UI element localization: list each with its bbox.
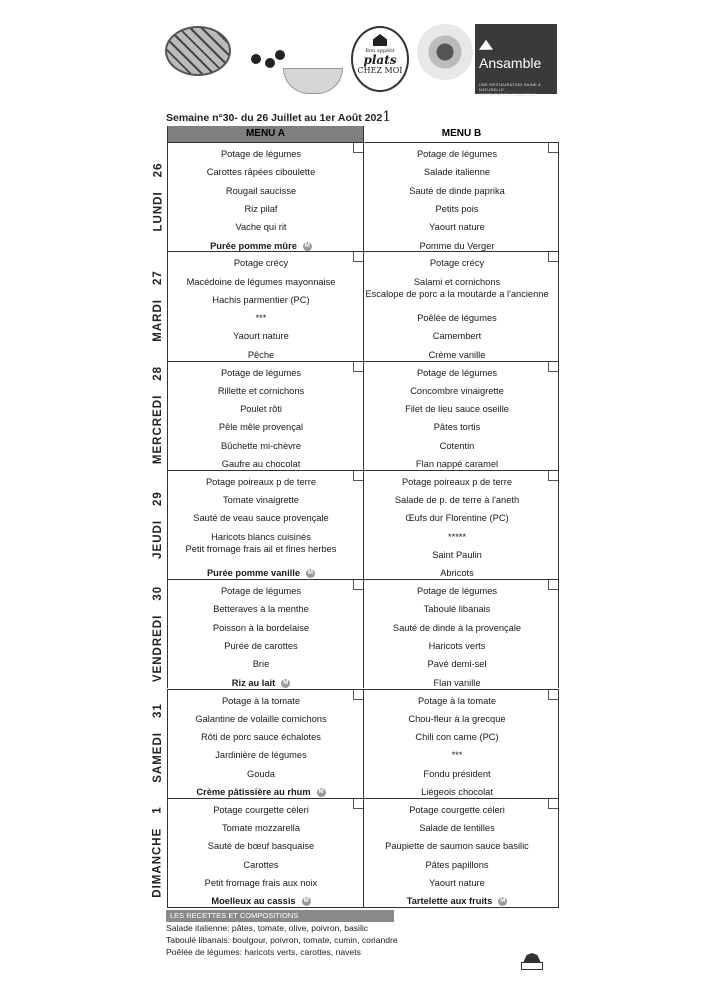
day-block — [149, 142, 559, 251]
dish-item — [364, 550, 550, 561]
dish-item — [168, 186, 354, 197]
day-label — [149, 470, 167, 579]
dish-item — [364, 623, 550, 634]
dish-item — [364, 678, 550, 689]
dish-item — [168, 678, 354, 689]
dish-name: Brie — [252, 659, 270, 670]
menu-a-cell — [167, 142, 363, 251]
corner-box — [353, 580, 363, 590]
day-block — [149, 798, 559, 907]
dish-name: Potage de légumes — [220, 367, 302, 378]
week-title-suffix: 1 — [382, 109, 392, 125]
pie-image — [165, 26, 231, 76]
dish-item — [168, 441, 354, 452]
dish-item — [364, 459, 550, 470]
day-number: 26 — [152, 162, 164, 177]
dish-item — [168, 313, 354, 324]
dish-name: Filet de lieu sauce oseille — [405, 404, 509, 415]
day-label-text — [152, 162, 164, 231]
day-name: MERCREDI — [152, 394, 165, 465]
dish-item — [364, 532, 550, 543]
dish-name: *** — [451, 750, 463, 761]
dish-name: Crème pâtissière au rhum — [196, 787, 311, 797]
day-block — [149, 251, 559, 360]
dish-item — [364, 149, 550, 160]
dish-item — [364, 769, 550, 780]
dish-name: Riz pilaf — [244, 203, 278, 214]
menu-headers — [167, 126, 559, 142]
dish-name: Sauté de veau sauce provençale — [193, 513, 329, 524]
dish-item — [364, 368, 550, 379]
day-label-text — [152, 270, 164, 342]
dish-name: Potage de légumes — [416, 367, 498, 378]
dish-name: Flan nappé caramel — [415, 459, 499, 470]
dish-name: Rôti de porc sauce échalotes — [201, 732, 321, 743]
dish-name: Yaourt nature — [429, 877, 485, 888]
dish-name: Betteraves à la menthe — [213, 604, 309, 615]
dish-name: Hachis parmentier (PC) — [212, 294, 310, 305]
day-number: 29 — [152, 490, 165, 506]
corner-box — [353, 143, 363, 153]
dish-name: Carottes râpées ciboulette — [206, 167, 316, 178]
dish-name: Jardinière de légumes — [215, 750, 307, 761]
menu-a-cell — [167, 251, 363, 360]
day-name: VENDREDI — [152, 614, 165, 682]
dish-item — [364, 290, 550, 309]
dish-item — [168, 422, 354, 433]
dish-item — [168, 659, 354, 670]
house-icon — [373, 34, 387, 46]
dish-name: Camembert — [432, 331, 482, 342]
dish-name: Purée de carottes — [224, 641, 298, 652]
menu-a-header: MENU A — [167, 126, 363, 142]
dish-name: Yaourt nature — [233, 331, 289, 342]
week-title — [166, 109, 391, 125]
dish-item — [364, 513, 550, 524]
dish-item — [364, 696, 550, 707]
dish-item — [168, 896, 354, 907]
dish-item — [168, 732, 354, 743]
day-number: 1 — [152, 806, 165, 815]
dish-item — [168, 331, 354, 342]
header-banner — [155, 22, 557, 97]
dish-item — [168, 604, 354, 615]
day-label — [149, 579, 167, 688]
ansamble-brand — [475, 24, 557, 97]
menu-b-cell — [363, 470, 559, 579]
dish-item — [168, 295, 354, 306]
dish-item — [364, 841, 550, 852]
brand-name: Ansamble — [479, 54, 542, 71]
dish-item — [168, 368, 354, 379]
menu-b-cell — [363, 361, 559, 470]
dish-item — [168, 623, 354, 634]
dish-item — [168, 258, 354, 269]
dish-item — [168, 805, 354, 816]
day-block — [149, 361, 559, 470]
day-label-text — [152, 586, 164, 682]
dish-name: Pâtes tortis — [433, 422, 481, 433]
menu-b-cell — [363, 579, 559, 688]
dish-item — [364, 659, 550, 670]
dish-item — [168, 696, 354, 707]
dish-name: Escalope de porc a la moutarde a l'ancienne — [365, 289, 549, 299]
plate-image — [417, 24, 473, 80]
dish-item — [168, 222, 354, 233]
dish-name: Salami et cornichons — [413, 276, 501, 287]
dish-item — [168, 532, 354, 543]
dish-item — [168, 860, 354, 871]
dish-item — [364, 495, 550, 506]
dish-name: Potage de légumes — [416, 586, 498, 597]
dish-name: Potage courgette céleri — [409, 804, 505, 815]
dish-item — [364, 732, 550, 743]
table-bottom-border — [167, 907, 559, 908]
dish-name: Taboulé libanais — [423, 604, 491, 615]
dish-item — [364, 222, 550, 233]
dish-name: Concombre vinaigrette — [410, 385, 504, 396]
day-label-text — [152, 807, 164, 898]
dish-item — [364, 258, 550, 269]
dish-item — [168, 750, 354, 761]
day-name: LUNDI — [152, 190, 164, 232]
dish-name: Moelleux au cassis — [211, 896, 296, 907]
day-label — [149, 251, 167, 360]
menu-table — [149, 126, 559, 907]
dish-name: Purée pomme mûre — [210, 240, 297, 251]
dish-item — [168, 404, 354, 415]
dish-item — [364, 313, 550, 324]
dish-item — [364, 860, 550, 871]
day-number: 28 — [152, 366, 165, 381]
dish-item — [168, 769, 354, 780]
dish-item — [168, 477, 354, 488]
week-title-text: Semaine n°30- du 26 Juillet au 1er Août 202 — [166, 112, 383, 124]
logo-line-3: CHEZ MOI — [357, 66, 403, 75]
menu-a-cell — [167, 689, 363, 798]
recipe-line: Taboulé libanais: boulgour, poivron, tomate, cumin, coriandre — [166, 935, 398, 945]
day-block — [149, 579, 559, 688]
dish-item — [364, 805, 550, 816]
menu-b-cell — [363, 142, 559, 251]
dish-name: Salade italienne — [423, 167, 491, 178]
menu-a-cell — [167, 579, 363, 688]
dish-item — [364, 277, 550, 288]
day-name: DIMANCHE — [152, 828, 165, 899]
corner-box — [353, 362, 363, 372]
corner-box — [353, 799, 363, 809]
dish-name: Sauté de bœuf basquaise — [207, 841, 315, 852]
homemade-badge-icon: M — [303, 898, 309, 905]
recipe-line: Salade italienne: pâtes, tomate, olive, poivron, basilic — [166, 923, 369, 933]
dish-name: Salade de lentilles — [419, 823, 495, 834]
dish-name: Flan vanille — [433, 677, 481, 688]
dish-name: Potage poireaux p de terre — [205, 476, 317, 487]
chef-hat-icon — [521, 953, 543, 971]
dish-name: Poisson à la bordelaise — [212, 622, 310, 633]
dish-name: Tomate mozzarella — [221, 823, 301, 834]
dish-name: Petit fromage frais aux noix — [204, 877, 318, 888]
dish-name: Pâtes papillons — [425, 859, 489, 870]
dish-item — [364, 422, 550, 433]
dish-name: Sauté de dinde à la provençale — [392, 622, 522, 633]
dish-name: Poêlée de légumes — [417, 313, 497, 324]
day-label-text — [152, 491, 164, 559]
dish-name: Saint Paulin — [432, 550, 482, 561]
day-number: 30 — [152, 585, 165, 601]
dish-name: Pêle mêle provençal — [218, 422, 304, 433]
dish-name: Potage de légumes — [416, 149, 498, 159]
dish-name: Purée pomme vanille — [206, 568, 300, 579]
dish-name: Vache qui rit — [235, 222, 287, 233]
dish-name: *** — [255, 313, 267, 324]
dish-name: Carottes — [243, 859, 279, 870]
dish-name: Poulet rôti — [240, 404, 282, 415]
dish-name: Abricots — [440, 568, 474, 579]
menu-a-cell — [167, 361, 363, 470]
dish-item — [168, 878, 354, 889]
dish-item — [364, 241, 550, 252]
dish-name: Potage courgette céleri — [213, 804, 309, 815]
day-name: MARDI — [152, 298, 164, 342]
dish-name: Paupiette de saumon sauce basilic — [385, 841, 529, 852]
dish-name: Potage poireaux p de terre — [401, 476, 513, 487]
menu-a-cell — [167, 798, 363, 907]
dish-name: Gaufre au chocolat — [221, 459, 301, 470]
logo-line-2: plats — [363, 53, 397, 67]
dish-name: Potage crécy — [429, 258, 485, 269]
recipes-heading: LES RECETTES ET COMPOSITIONS — [166, 910, 394, 922]
dish-item — [168, 386, 354, 397]
brand-tagline-2: RESTAURATION COLLECTIVE — [479, 92, 536, 97]
day-name: SAMEDI — [152, 732, 164, 783]
day-name: JEUDI — [152, 519, 165, 559]
dish-name: Pavé demi-sel — [427, 659, 487, 670]
dish-name: Potage de légumes — [220, 149, 302, 159]
chef-hat-band — [521, 962, 543, 970]
recipe-line: Poêlée de légumes: haricots verts, carottes, navets — [166, 947, 361, 957]
dish-item — [168, 586, 354, 597]
dish-item — [168, 823, 354, 834]
dish-name: Potage crécy — [233, 258, 289, 269]
dish-item — [364, 714, 550, 725]
dish-item — [168, 204, 354, 215]
day-label-text — [152, 366, 164, 464]
dish-item — [364, 167, 550, 178]
plats-chez-moi-logo — [351, 26, 409, 92]
dish-item — [168, 545, 354, 564]
day-label — [149, 689, 167, 798]
dish-name: ***** — [447, 531, 467, 542]
dish-name: Sauté de dinde paprika — [409, 185, 505, 196]
dish-item — [364, 641, 550, 652]
dish-item — [168, 241, 354, 252]
dish-name: Pêche — [247, 349, 275, 360]
dish-item — [168, 568, 354, 579]
dish-item — [168, 714, 354, 725]
dish-name: Chou-fleur à la grecque — [408, 713, 506, 724]
dish-name: Haricots blancs cuisinés — [211, 531, 311, 542]
dish-name: Petits pois — [435, 203, 479, 214]
day-label — [149, 361, 167, 470]
homemade-badge-icon: M — [500, 898, 506, 905]
dish-item — [364, 586, 550, 597]
dish-name: Gouda — [247, 768, 275, 779]
dish-item — [364, 568, 550, 579]
dish-item — [168, 495, 354, 506]
dish-name: Petit fromage frais ail et fines herbes — [185, 545, 337, 555]
menu-b-header: MENU B — [363, 126, 559, 142]
dish-item — [168, 167, 354, 178]
corner-box — [353, 252, 363, 262]
dish-item — [168, 277, 354, 288]
menu-b-cell — [363, 689, 559, 798]
dish-name: Riz au lait — [231, 677, 276, 688]
dish-item — [364, 204, 550, 215]
dish-item — [364, 823, 550, 834]
cherries-image — [247, 46, 287, 76]
menu-b-cell — [363, 251, 559, 360]
dish-name: Fondu président — [423, 768, 491, 779]
dish-name: Crème vanille — [428, 349, 486, 360]
recipes-section — [166, 910, 586, 958]
day-label — [149, 142, 167, 251]
dish-item — [168, 513, 354, 524]
dish-item — [364, 604, 550, 615]
day-block — [149, 470, 559, 579]
dish-name: Bûchette mi-chèvre — [220, 440, 302, 451]
dish-name: Tomate vinaigrette — [223, 495, 299, 506]
dish-name: Rougail saucisse — [225, 185, 297, 196]
dish-item — [364, 750, 550, 761]
dish-name: Potage de légumes — [220, 586, 302, 597]
dish-name: Macédoine de légumes mayonnaise — [186, 276, 336, 287]
dish-item — [364, 787, 550, 798]
dish-item — [168, 841, 354, 852]
dish-item — [364, 331, 550, 342]
homemade-badge-icon: M — [308, 570, 313, 577]
homemade-badge-icon: M — [283, 679, 289, 686]
corner-box — [353, 690, 363, 700]
dish-item — [364, 477, 550, 488]
dish-item — [168, 350, 354, 361]
soup-image — [283, 68, 343, 94]
menu-b-cell — [363, 798, 559, 907]
brand-tagline: UNE RESTAURATION SAINE & NATURELLE — [479, 82, 541, 92]
dish-name: Cotentin — [439, 440, 475, 451]
ansamble-logo-icon — [479, 40, 493, 50]
dish-name: Haricots verts — [428, 641, 486, 652]
dish-name: Liégeois chocolat — [421, 787, 493, 797]
dish-item — [364, 404, 550, 415]
dish-item — [364, 896, 550, 907]
dish-name: Chili con carne (PC) — [415, 732, 499, 743]
dish-name: Potage à la tomate — [417, 695, 497, 706]
dish-item — [364, 441, 550, 452]
homemade-badge-icon: M — [318, 789, 324, 796]
homemade-badge-icon: M — [304, 242, 310, 249]
dish-name: Tartelette aux fruits — [406, 896, 493, 907]
day-number: 27 — [152, 270, 164, 285]
dish-item — [364, 186, 550, 197]
dish-item — [364, 386, 550, 397]
menu-a-cell — [167, 470, 363, 579]
dish-name: Yaourt nature — [429, 222, 485, 233]
dish-name: Salade de p. de terre à l'aneth — [394, 495, 520, 506]
day-label — [149, 798, 167, 907]
day-label-text — [152, 703, 164, 783]
dish-name: Galantine de volaille cornichons — [195, 713, 327, 724]
dish-item — [364, 878, 550, 889]
day-number: 31 — [152, 703, 164, 719]
corner-box — [353, 471, 363, 481]
dish-name: Pomme du Verger — [419, 240, 495, 251]
dish-item — [168, 641, 354, 652]
dish-name: Rillette et cornichons — [217, 385, 305, 396]
dish-item — [364, 350, 550, 361]
day-block — [149, 689, 559, 798]
dish-name: Œufs dur Florentine (PC) — [405, 513, 509, 524]
dish-item — [168, 149, 354, 160]
dish-item — [168, 459, 354, 470]
logo-line-1: Bon appétit — [365, 48, 395, 54]
dish-name: Potage à la tomate — [221, 695, 301, 706]
dish-item — [168, 787, 354, 798]
